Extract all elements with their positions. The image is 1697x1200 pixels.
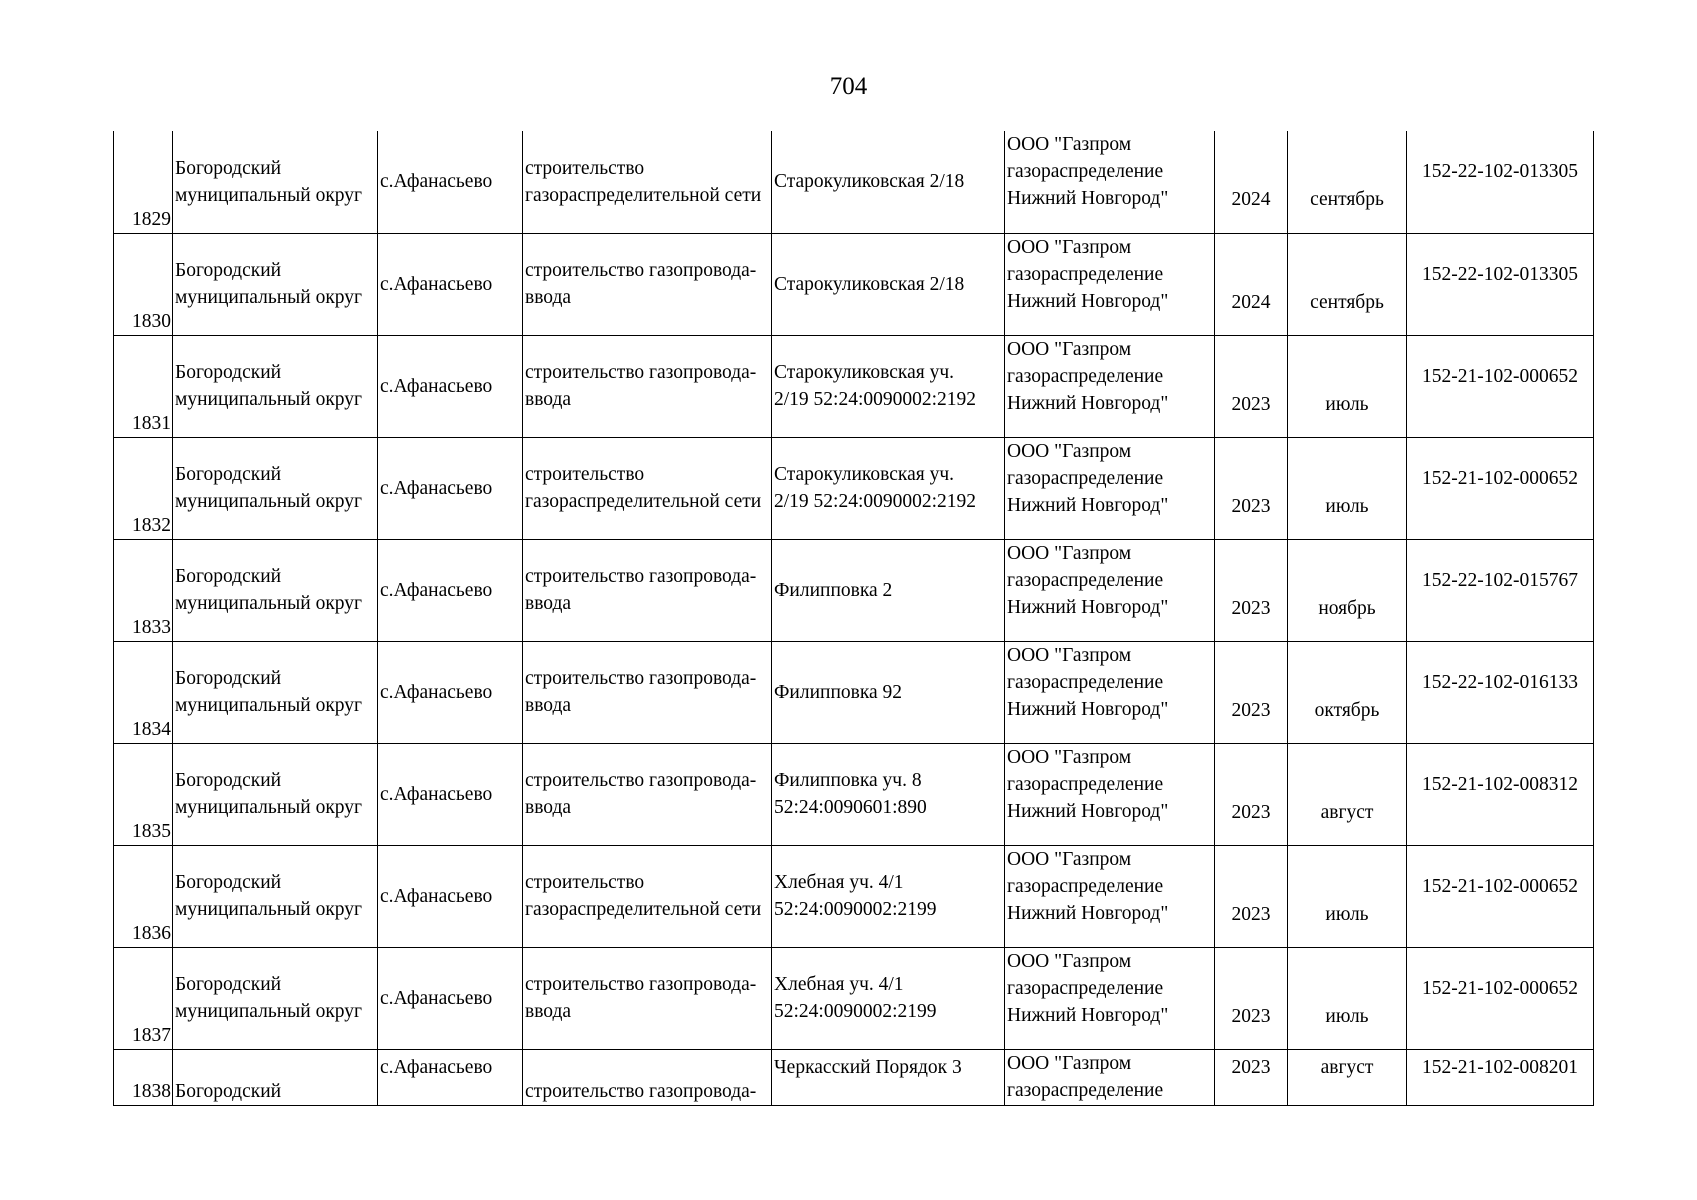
work-type-cell <box>523 947 772 1049</box>
registry-code-cell: 152-22-102-016133 <box>1407 641 1594 743</box>
address-line: Филипповка 2 <box>774 579 893 601</box>
address-line: Старокуликовская 2/18 <box>774 171 965 193</box>
district-line: Богородский <box>175 260 282 281</box>
month-cell: август <box>1288 1049 1407 1105</box>
settlement-cell: с.Афанасьево <box>378 743 523 845</box>
row-number-cell: 1831 <box>114 335 173 437</box>
registry-code-cell: 152-21-102-000652 <box>1407 947 1594 1049</box>
row-number-cell: 1834 <box>114 641 173 743</box>
table-row <box>114 845 1594 947</box>
district-line: Богородский <box>175 362 282 383</box>
organization-line: Нижний Новгород" <box>1007 494 1169 516</box>
organization-line: ООО "Газпром <box>1007 440 1132 462</box>
work-type-cell <box>523 641 772 743</box>
address-cell <box>772 1049 1005 1105</box>
district-cell <box>173 131 378 233</box>
organization-line: ООО "Газпром <box>1007 848 1132 870</box>
organization-line: ООО "Газпром <box>1007 236 1132 258</box>
work-type-line: газораспределительной сети <box>525 184 762 206</box>
district-line: муниципальный округ <box>175 184 363 206</box>
organization-cell <box>1005 539 1215 641</box>
registry-code-cell: 152-21-102-000652 <box>1407 335 1594 437</box>
year-cell: 2024 <box>1215 233 1288 335</box>
organization-line: газораспределение <box>1007 1079 1164 1101</box>
address-cell <box>772 947 1005 1049</box>
registry-code-cell: 152-22-102-013305 <box>1407 233 1594 335</box>
work-type-line: газораспределительной сети <box>525 899 762 920</box>
settlement-cell: с.Афанасьево <box>378 845 523 947</box>
table-body <box>114 131 1594 1105</box>
address-line: Хлебная уч. 4/1 <box>774 872 904 893</box>
organization-line: газораспределение <box>1007 467 1164 489</box>
district-line: Богородский <box>175 464 282 485</box>
settlement-cell: с.Афанасьево <box>378 539 523 641</box>
address-cell <box>772 437 1005 539</box>
organization-line: газораспределение <box>1007 977 1164 999</box>
year-cell: 2023 <box>1215 335 1288 437</box>
address-line: 52:24:0090002:2199 <box>774 899 937 920</box>
registry-code-cell: 152-21-102-000652 <box>1407 437 1594 539</box>
work-type-line: строительство газопровода- <box>525 1080 757 1102</box>
month-cell: октябрь <box>1288 641 1407 743</box>
registry-code-cell: 152-22-102-013305 <box>1407 131 1594 233</box>
work-type-line: газораспределительной сети <box>525 491 762 512</box>
organization-line: Нижний Новгород" <box>1007 188 1169 209</box>
table-row <box>114 1049 1594 1105</box>
organization-line: Нижний Новгород" <box>1007 902 1169 924</box>
address-cell <box>772 539 1005 641</box>
organization-line: Нижний Новгород" <box>1007 800 1169 822</box>
work-type-line: строительство газопровода- <box>525 770 757 791</box>
organization-line: газораспределение <box>1007 263 1164 285</box>
row-number-cell: 1838 <box>114 1049 173 1105</box>
work-type-line: ввода <box>525 797 572 818</box>
work-type-line: ввода <box>525 1001 572 1022</box>
organization-line: ООО "Газпром <box>1007 338 1132 360</box>
table-row <box>114 335 1594 437</box>
address-cell <box>772 743 1005 845</box>
year-cell: 2023 <box>1215 641 1288 743</box>
month-cell: сентябрь <box>1288 233 1407 335</box>
address-line: 2/19 52:24:0090002:2192 <box>774 491 977 512</box>
settlement-cell: с.Афанасьево <box>378 1049 523 1105</box>
district-cell <box>173 539 378 641</box>
address-line: Филипповка уч. 8 <box>774 770 922 791</box>
organization-line: ООО "Газпром <box>1007 950 1132 972</box>
month-cell: июль <box>1288 947 1407 1049</box>
organization-line: Нижний Новгород" <box>1007 596 1169 618</box>
district-line: Богородский <box>175 668 282 689</box>
organization-line: ООО "Газпром <box>1007 746 1132 768</box>
row-number-cell: 1837 <box>114 947 173 1049</box>
district-line: Богородский <box>175 1080 282 1102</box>
organization-line: ООО "Газпром <box>1007 1052 1132 1074</box>
work-type-line: строительство газопровода- <box>525 974 757 995</box>
district-line: муниципальный округ <box>175 287 363 308</box>
work-type-cell <box>523 845 772 947</box>
row-number-cell: 1833 <box>114 539 173 641</box>
organization-line: Нижний Новгород" <box>1007 392 1169 414</box>
address-line: Старокуликовская уч. <box>774 464 955 485</box>
address-line: 52:24:0090002:2199 <box>774 1001 937 1022</box>
work-type-line: строительство <box>525 872 645 893</box>
district-line: муниципальный округ <box>175 1001 363 1022</box>
district-cell <box>173 233 378 335</box>
district-line: Богородский <box>175 974 282 995</box>
organization-line: Нижний Новгород" <box>1007 1004 1169 1026</box>
table-row <box>114 437 1594 539</box>
address-cell <box>772 335 1005 437</box>
work-type-line: строительство <box>525 464 645 485</box>
address-line: 2/19 52:24:0090002:2192 <box>774 389 977 410</box>
table-row <box>114 743 1594 845</box>
row-number-cell: 1836 <box>114 845 173 947</box>
month-cell: июль <box>1288 437 1407 539</box>
district-line: муниципальный округ <box>175 695 363 716</box>
district-cell <box>173 437 378 539</box>
year-cell: 2023 <box>1215 1049 1288 1105</box>
district-cell <box>173 947 378 1049</box>
work-type-cell <box>523 131 772 233</box>
year-cell: 2023 <box>1215 743 1288 845</box>
organization-cell <box>1005 131 1215 233</box>
work-type-cell <box>523 335 772 437</box>
address-line: Филипповка 92 <box>774 681 903 703</box>
district-line: муниципальный округ <box>175 593 363 614</box>
organization-cell <box>1005 437 1215 539</box>
page-number: 704 <box>829 73 868 100</box>
district-line: муниципальный округ <box>175 899 363 920</box>
work-type-line: ввода <box>525 593 572 614</box>
district-cell <box>173 641 378 743</box>
district-line: муниципальный округ <box>175 389 363 410</box>
table-row <box>114 539 1594 641</box>
organization-line: Нижний Новгород" <box>1007 698 1169 720</box>
table-row <box>114 131 1594 233</box>
address-cell <box>772 131 1005 233</box>
registry-code-cell: 152-22-102-015767 <box>1407 539 1594 641</box>
year-cell: 2023 <box>1215 437 1288 539</box>
work-type-line: строительство газопровода- <box>525 260 757 281</box>
work-type-line: строительство газопровода- <box>525 566 757 587</box>
month-cell: июль <box>1288 845 1407 947</box>
settlement-cell: с.Афанасьево <box>378 437 523 539</box>
address-line: Старокуликовская 2/18 <box>774 273 965 295</box>
organization-line: газораспределение <box>1007 365 1164 387</box>
work-type-line: строительство <box>525 157 645 179</box>
organization-line: газораспределение <box>1007 773 1164 795</box>
organization-line: газораспределение <box>1007 875 1164 897</box>
organization-line: газораспределение <box>1007 569 1164 591</box>
year-cell: 2023 <box>1215 845 1288 947</box>
work-type-cell <box>523 743 772 845</box>
settlement-cell: с.Афанасьево <box>378 947 523 1049</box>
organization-cell <box>1005 1049 1215 1105</box>
registry-code-cell: 152-21-102-008201 <box>1407 1049 1594 1105</box>
address-cell <box>772 233 1005 335</box>
row-number-cell: 1829 <box>114 131 173 233</box>
address-cell <box>772 641 1005 743</box>
organization-cell <box>1005 335 1215 437</box>
district-line: Богородский <box>175 770 282 791</box>
address-line: Черкасский Порядок 3 <box>774 1056 962 1078</box>
month-cell: июль <box>1288 335 1407 437</box>
organization-cell <box>1005 845 1215 947</box>
work-type-line: ввода <box>525 287 572 308</box>
month-cell: сентябрь <box>1288 131 1407 233</box>
year-cell: 2024 <box>1215 131 1288 233</box>
district-line: муниципальный округ <box>175 491 363 512</box>
organization-line: ООО "Газпром <box>1007 134 1132 155</box>
work-type-cell <box>523 1049 772 1105</box>
settlement-cell: с.Афанасьево <box>378 335 523 437</box>
district-line: муниципальный округ <box>175 797 363 818</box>
row-number-cell: 1832 <box>114 437 173 539</box>
settlement-cell: с.Афанасьево <box>378 131 523 233</box>
organization-cell <box>1005 233 1215 335</box>
table-row <box>114 947 1594 1049</box>
month-cell: ноябрь <box>1288 539 1407 641</box>
organization-line: ООО "Газпром <box>1007 644 1132 666</box>
registry-code-cell: 152-21-102-000652 <box>1407 845 1594 947</box>
month-cell: август <box>1288 743 1407 845</box>
district-line: Богородский <box>175 157 282 179</box>
district-cell <box>173 845 378 947</box>
work-type-cell <box>523 539 772 641</box>
settlement-cell: с.Афанасьево <box>378 233 523 335</box>
organization-line: газораспределение <box>1007 671 1164 693</box>
registry-code-cell: 152-21-102-008312 <box>1407 743 1594 845</box>
organization-cell <box>1005 743 1215 845</box>
work-type-line: ввода <box>525 389 572 410</box>
year-cell: 2023 <box>1215 947 1288 1049</box>
district-line: Богородский <box>175 872 282 893</box>
address-line: 52:24:0090601:890 <box>774 797 927 818</box>
address-line: Старокуликовская уч. <box>774 362 955 383</box>
district-cell <box>173 335 378 437</box>
work-type-line: строительство газопровода- <box>525 362 757 383</box>
registry-table <box>113 131 1594 1106</box>
organization-cell <box>1005 641 1215 743</box>
address-cell <box>772 845 1005 947</box>
settlement-cell: с.Афанасьево <box>378 641 523 743</box>
district-cell <box>173 743 378 845</box>
organization-cell <box>1005 947 1215 1049</box>
work-type-line: строительство газопровода- <box>525 668 757 689</box>
work-type-line: ввода <box>525 695 572 716</box>
address-line: Хлебная уч. 4/1 <box>774 974 904 995</box>
district-cell <box>173 1049 378 1105</box>
table-row <box>114 641 1594 743</box>
year-cell: 2023 <box>1215 539 1288 641</box>
organization-line: газораспределение <box>1007 161 1164 182</box>
district-line: Богородский <box>175 566 282 587</box>
work-type-cell <box>523 233 772 335</box>
organization-line: Нижний Новгород" <box>1007 290 1169 312</box>
work-type-cell <box>523 437 772 539</box>
row-number-cell: 1830 <box>114 233 173 335</box>
organization-line: ООО "Газпром <box>1007 542 1132 564</box>
table-row <box>114 233 1594 335</box>
row-number-cell: 1835 <box>114 743 173 845</box>
